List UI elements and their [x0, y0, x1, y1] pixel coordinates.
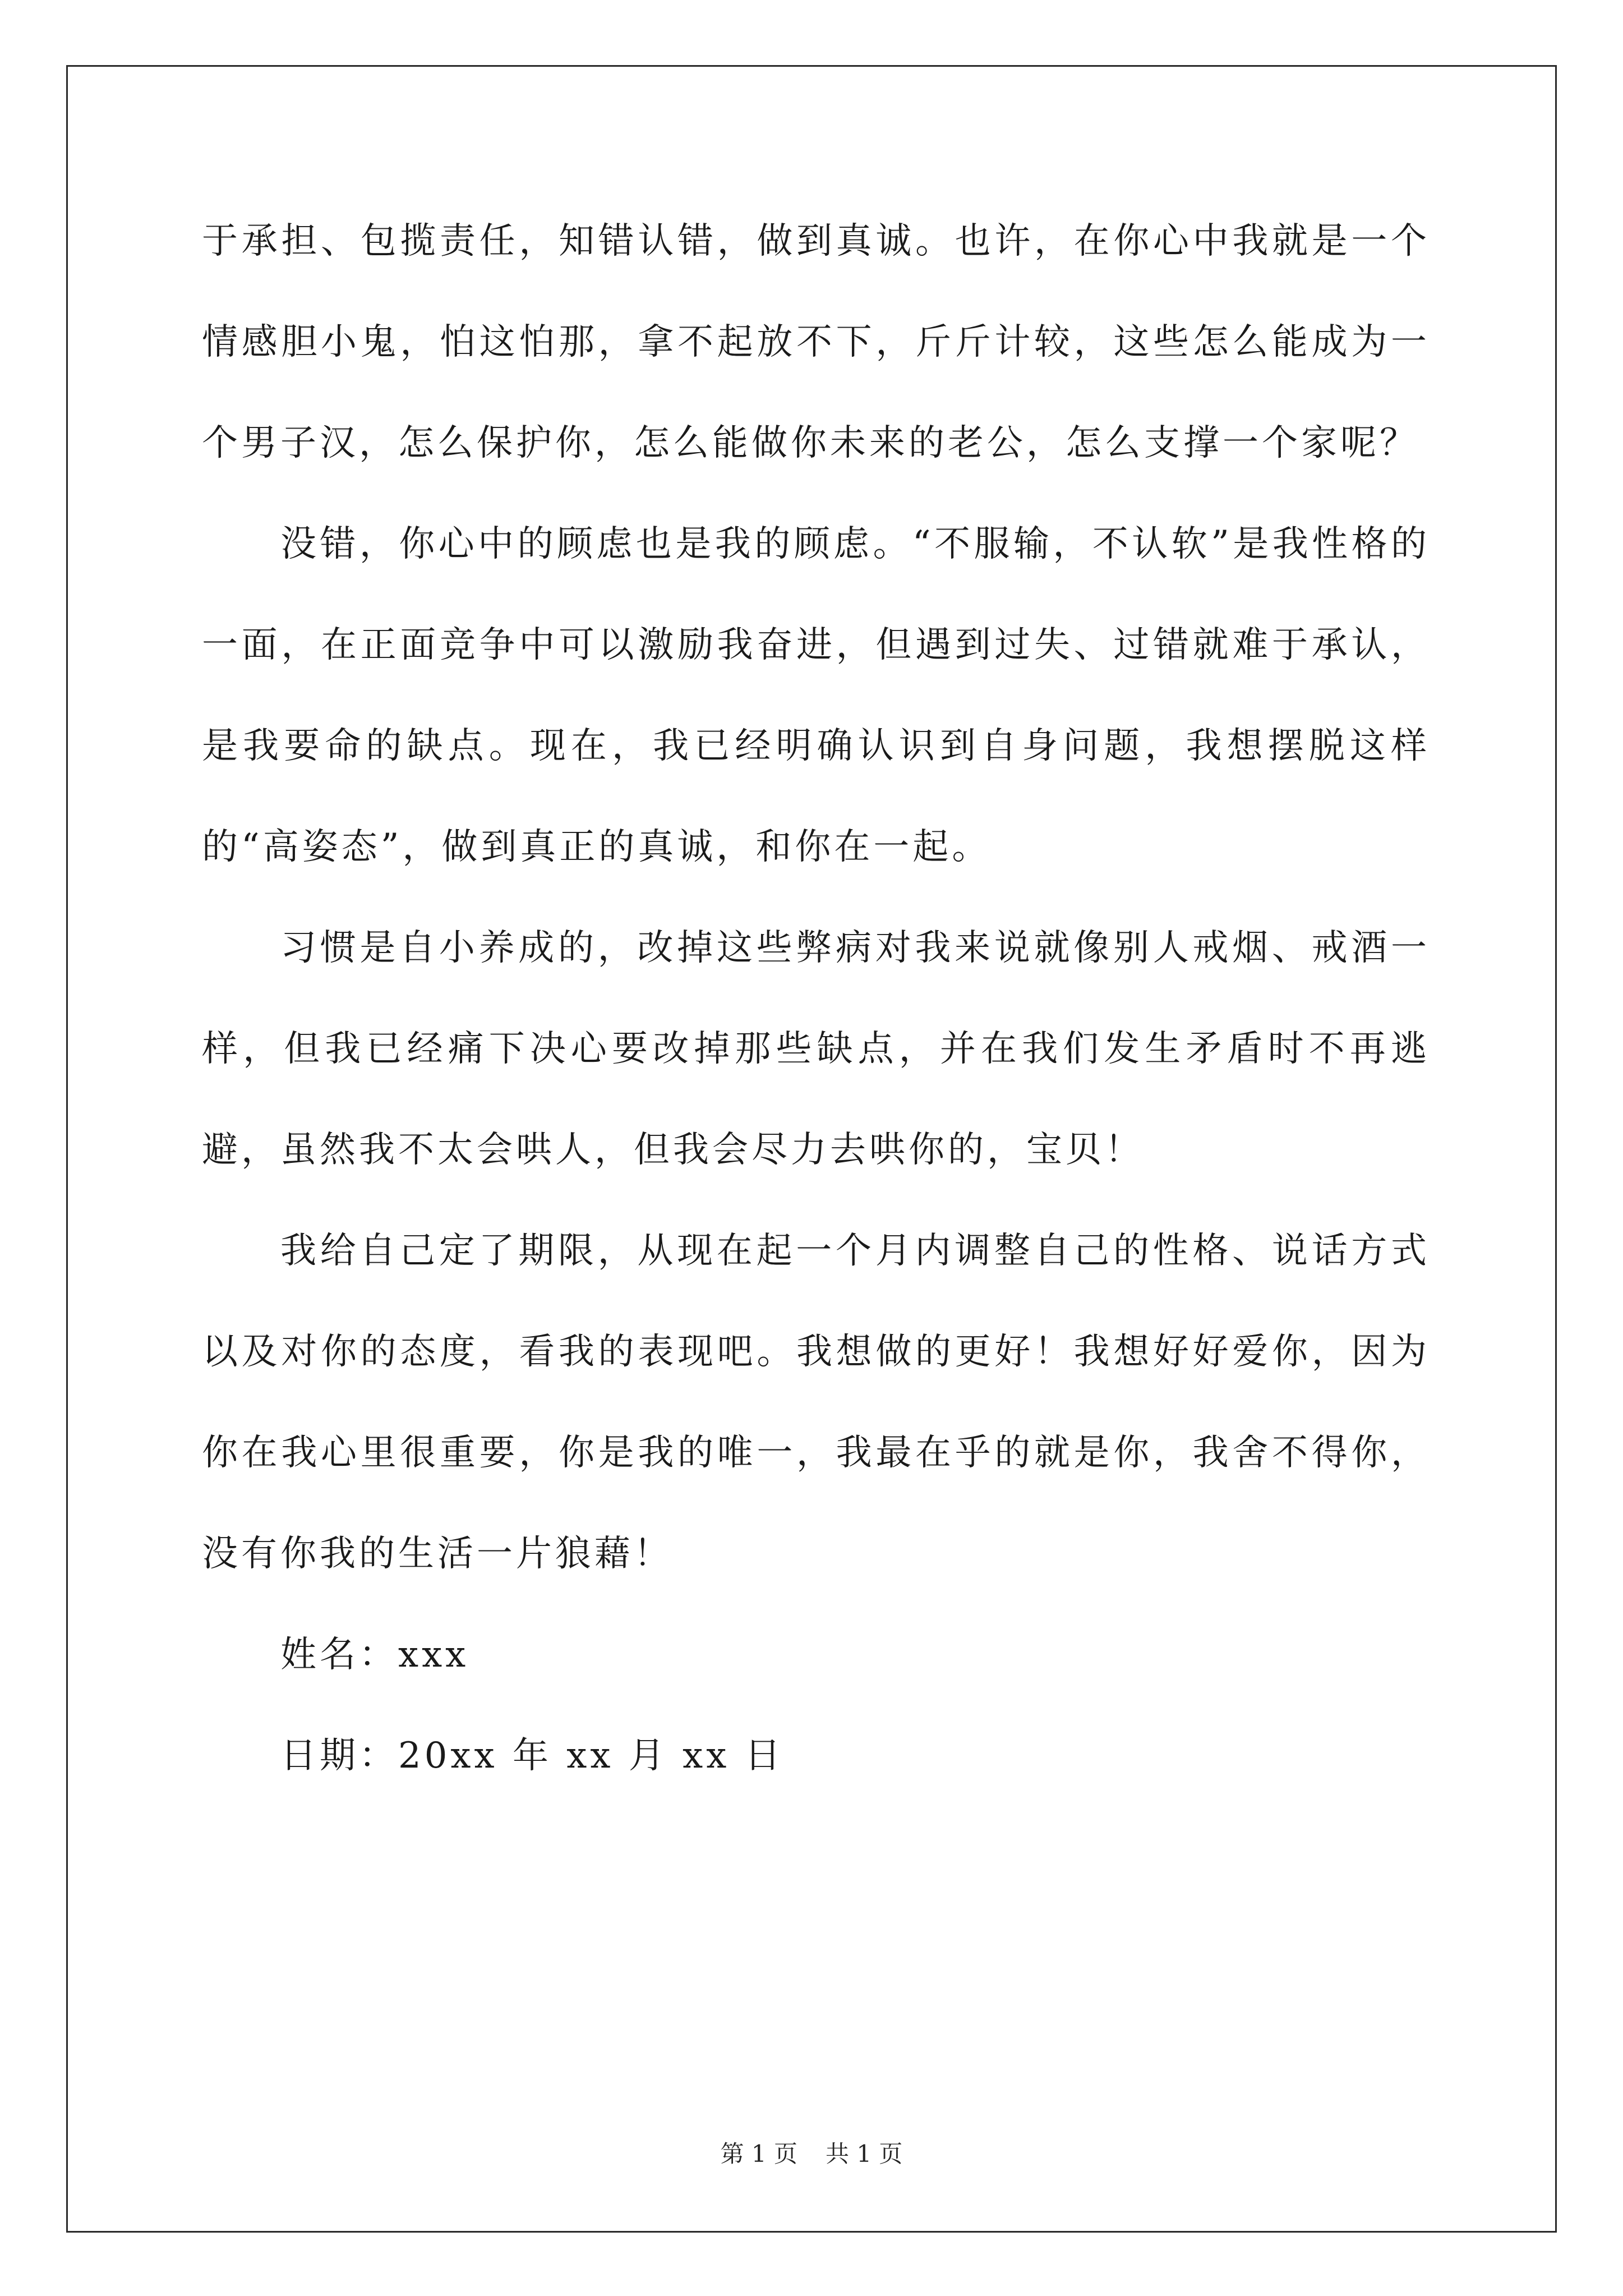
page-total: 共 1 页: [826, 2140, 903, 2168]
page-number: 第 1 页: [720, 2140, 797, 2168]
signature-date: 日期：20xx 年 xx 月 xx 日: [280, 1735, 784, 1777]
paragraph-1: 于承担、包揽责任，知错认错，做到真诚。也许，在你心中我就是一个情感胆小鬼，怕这怕那，拿不起放不下，斤斤计较，这些怎么能成为一个男子汉，怎么保护你，怎么能做你未来的老公，怎么支撑一个家呢？: [202, 220, 1430, 464]
page-footer: [0, 2137, 1623, 2171]
paragraph-4: 我给自己定了期限，从现在起一个月内调整自己的性格、说话方式以及对你的态度，看我的表现吧。我想做的更好！我想好好爱你，因为你在我心里很重要，你是我的唯一，我最在乎的就是你，我舍不得你，没有你我的生活一片狼藉！: [202, 1230, 1430, 1575]
document-body: [202, 191, 1430, 1806]
paragraph-3: 习惯是自小养成的，改掉这些弊病对我来说就像别人戒烟、戒酒一样，但我已经痛下决心要改掉那些缺点，并在我们发生矛盾时不再逃避，虽然我不太会哄人，但我会尽力去哄你的，宝贝！: [202, 927, 1430, 1171]
paragraph-2: 没错，你心中的顾虑也是我的顾虑。“不服输，不认软”是我性格的一面，在正面竞争中可以激励我奋进，但遇到过失、过错就难于承认，是我要命的缺点。现在，我已经明确认识到自身问题，我想摆脱这样的“高姿态”，做到真正的真诚，和你在一起。: [202, 523, 1430, 868]
signature-name: 姓名：xxx: [280, 1634, 469, 1676]
